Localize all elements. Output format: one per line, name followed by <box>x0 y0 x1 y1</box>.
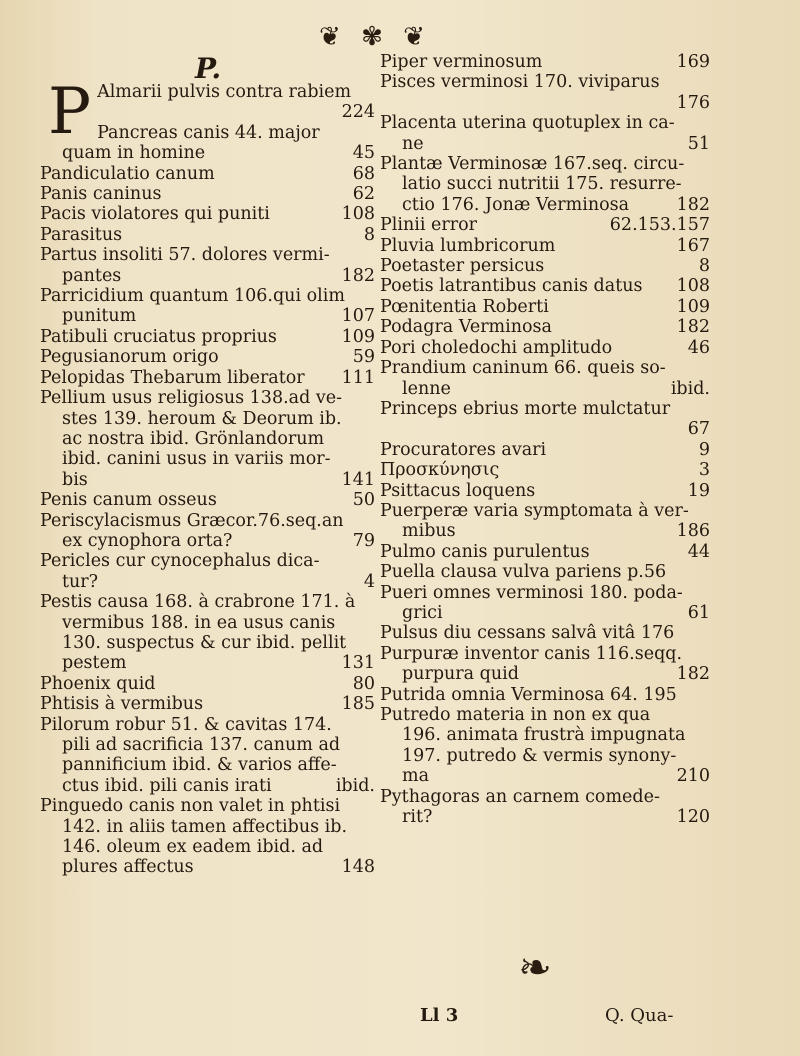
index-entry <box>40 245 375 286</box>
entry-text: Periscylacismus Græcor.76.seq.an <box>40 510 344 531</box>
entry-line <box>380 276 710 296</box>
entry-line <box>380 154 710 174</box>
entry-line <box>40 857 375 877</box>
entry-text: ex cynophora orta? <box>62 530 233 551</box>
index-entry <box>40 347 375 367</box>
entry-line <box>380 419 710 439</box>
index-entry <box>380 215 710 235</box>
index-entry <box>40 164 375 184</box>
entry-line <box>40 225 375 245</box>
entry-line <box>40 755 375 775</box>
index-entry <box>380 358 710 399</box>
page-reference: 68 <box>352 163 375 184</box>
entry-line <box>380 664 710 684</box>
entry-line <box>40 306 375 326</box>
page-reference: 19 <box>687 480 710 501</box>
entry-text: pili ad sacrificia 137. canum ad <box>62 735 341 755</box>
page-reference: 4 <box>363 571 375 592</box>
entry-text: vermibus 188. in ea usus canis <box>62 612 336 633</box>
entry-text: Pulmo canis purulentus <box>380 541 590 562</box>
entry-text: Psittacus loquens <box>380 480 536 501</box>
page-reference: 45 <box>352 143 375 164</box>
entry-text: Pueri omnes verminosi 180. poda- <box>380 582 683 603</box>
entry-line <box>380 399 710 419</box>
entry-line <box>40 143 375 163</box>
entry-line <box>40 449 375 469</box>
page-reference: 185 <box>341 694 375 715</box>
index-column-left <box>40 75 375 878</box>
entry-text: Partus insoliti 57. dolores vermi- <box>40 245 330 266</box>
index-entry <box>380 644 710 685</box>
entry-line <box>380 358 710 378</box>
entry-line <box>40 164 375 184</box>
index-entry <box>380 113 710 154</box>
entry-text: Pilorum robur 51. & cavitas 174. <box>40 714 332 735</box>
entry-line <box>40 102 375 122</box>
index-entry <box>40 674 375 694</box>
index-column-right <box>380 52 710 827</box>
entry-line <box>40 490 375 510</box>
entry-line <box>380 93 710 113</box>
header-ornament: ❦ ✾ ❦ <box>319 22 431 52</box>
entry-text: Purpuræ inventor canis 116.seqq. <box>380 643 683 664</box>
entry-text: latio succi nutritii 175. resurre- <box>402 174 682 195</box>
index-entry <box>380 256 710 276</box>
index-entry <box>380 338 710 358</box>
index-entry <box>380 276 710 296</box>
index-entry <box>40 184 375 204</box>
index-entry <box>380 562 710 582</box>
entry-line <box>380 501 710 521</box>
entry-line <box>380 460 710 480</box>
entry-line <box>380 623 710 643</box>
index-entry <box>40 368 375 388</box>
index-entry <box>380 297 710 317</box>
page-reference: 120 <box>676 807 710 828</box>
entry-line <box>40 613 375 633</box>
entry-line <box>40 409 375 429</box>
page-reference: 167 <box>676 235 710 256</box>
entry-text: rit? <box>402 807 433 828</box>
entry-line <box>40 531 375 551</box>
page-reference: 46 <box>687 337 710 358</box>
entry-line <box>40 694 375 714</box>
index-entry <box>40 511 375 552</box>
entry-text: Pœnitentia Roberti <box>380 296 549 317</box>
entry-line <box>40 470 375 490</box>
entry-line <box>380 787 710 807</box>
index-entry <box>40 388 375 490</box>
entry-text: Pori choledochi amplitudo <box>380 337 613 358</box>
entry-text: Placenta uterina quotuplex in ca- <box>380 113 675 134</box>
entry-line <box>380 174 710 194</box>
footer-ornament: ❧ <box>518 945 552 991</box>
index-entry <box>380 583 710 624</box>
entry-line <box>380 521 710 541</box>
index-entry <box>380 542 710 562</box>
entry-text: ac nostra ibid. Grönlandorum <box>62 428 325 449</box>
entry-line <box>380 705 710 725</box>
entry-text: Parasitus <box>40 224 123 245</box>
entry-text: Pandiculatio canum <box>40 163 215 184</box>
entry-text: 142. in aliis tamen affectibus ib. <box>62 816 348 837</box>
entry-line <box>40 388 375 408</box>
page-reference: 67 <box>687 419 710 440</box>
index-entry <box>380 787 710 828</box>
entry-line <box>40 817 375 837</box>
entry-text: Pythagoras an carnem comede- <box>380 786 660 807</box>
entry-line <box>380 725 710 745</box>
page-reference: 182 <box>676 194 710 215</box>
index-entry <box>40 592 375 674</box>
page-reference: 3 <box>698 460 710 481</box>
entry-line <box>40 204 375 224</box>
index-entry <box>380 685 710 705</box>
entry-line <box>40 347 375 367</box>
entry-line <box>40 286 375 306</box>
page-reference: 224 <box>341 102 375 123</box>
page-reference: 62.153.157 <box>609 215 710 236</box>
index-entry <box>40 796 375 878</box>
entry-text: ne <box>402 133 424 154</box>
entry-line <box>40 245 375 265</box>
entry-line <box>380 113 710 133</box>
entry-text: Pinguedo canis non valet in phtisi <box>40 796 341 817</box>
entry-line <box>380 542 710 562</box>
index-entry <box>380 399 710 440</box>
section-letter: P. <box>195 52 222 85</box>
entry-text: Plinii error <box>380 215 477 236</box>
entry-line <box>40 184 375 204</box>
entry-text: Pestis causa 168. à crabrone 171. à <box>40 592 356 613</box>
index-entry <box>380 154 710 215</box>
drop-cap: P <box>48 75 92 149</box>
entry-line <box>380 215 710 235</box>
entry-text: Patibuli cruciatus proprius <box>40 326 277 347</box>
index-entry <box>380 705 710 787</box>
entry-line <box>40 266 375 286</box>
index-entry <box>40 327 375 347</box>
entry-line <box>380 603 710 623</box>
entry-text: Phoenix quid <box>40 673 156 694</box>
index-entry <box>40 715 375 797</box>
catchword: Q. Qua- <box>605 1005 674 1026</box>
page-reference: 141 <box>341 469 375 490</box>
page-reference: 62 <box>352 184 375 205</box>
entry-line <box>380 481 710 501</box>
entry-line <box>40 633 375 653</box>
index-entry <box>380 460 710 480</box>
page-reference: 79 <box>352 530 375 551</box>
entry-text: quam in homine <box>62 143 206 164</box>
entry-line <box>40 123 375 143</box>
index-entry <box>40 204 375 224</box>
entry-line <box>40 653 375 673</box>
signature-mark: Ll 3 <box>420 1005 459 1026</box>
entry-text: purpura quid <box>402 664 519 685</box>
entry-line <box>380 195 710 215</box>
page-reference: 109 <box>341 326 375 347</box>
entry-text: Almarii pulvis contra rabiem <box>97 82 352 102</box>
entry-text: Panis caninus <box>40 184 162 205</box>
entry-text: ctio 176. Jonæ Verminosa <box>402 194 630 215</box>
entry-line <box>40 429 375 449</box>
entry-text: Piper verminosum <box>380 52 543 72</box>
page-reference: 61 <box>687 602 710 623</box>
entry-text: Pegusianorum origo <box>40 347 219 368</box>
entry-text: Pluvia lumbricorum <box>380 235 556 256</box>
entry-line <box>40 572 375 592</box>
entry-text: 130. suspectus & cur ibid. pellit <box>62 632 347 653</box>
entry-line <box>40 796 375 816</box>
entry-line <box>40 551 375 571</box>
page-reference: 50 <box>352 490 375 511</box>
entry-line <box>40 837 375 857</box>
entry-text: 146. oleum ex eadem ibid. ad <box>62 837 324 858</box>
index-entry <box>380 236 710 256</box>
entry-line <box>40 674 375 694</box>
entry-text: ibid. canini usus in variis mor- <box>62 449 331 470</box>
entry-line <box>40 776 375 796</box>
entry-text: Pulsus diu cessans salvâ vitâ 176 <box>380 623 675 644</box>
entry-text: Pellium usus religiosus 138.ad ve- <box>40 388 342 409</box>
entry-line <box>380 256 710 276</box>
entry-text: Pericles cur cynocephalus dica- <box>40 551 320 572</box>
index-entry <box>40 551 375 592</box>
page-reference: 51 <box>687 133 710 154</box>
entry-line <box>380 379 710 399</box>
entry-line <box>40 511 375 531</box>
page-reference: 80 <box>352 673 375 694</box>
entry-line <box>380 297 710 317</box>
entry-text: Puella clausa vulva pariens p.56 <box>380 562 667 583</box>
page-reference: 186 <box>676 521 710 542</box>
entry-text: stes 139. heroum & Deorum ib. <box>62 408 342 429</box>
page-reference: 176 <box>676 92 710 113</box>
page-reference: 169 <box>676 52 710 72</box>
entry-text: Putredo materia in non ex qua <box>380 705 651 725</box>
entry-text: Pisces verminosi 170. viviparus <box>380 72 660 93</box>
entry-line <box>40 592 375 612</box>
entry-text: mibus <box>402 521 456 542</box>
entry-text: Penis canum osseus <box>40 490 217 511</box>
entry-line <box>380 766 710 786</box>
entry-line <box>380 685 710 705</box>
entry-line <box>380 338 710 358</box>
entry-line <box>40 715 375 735</box>
index-entry <box>40 123 375 164</box>
page-reference: 210 <box>676 766 710 787</box>
entry-text: Putrida omnia Verminosa 64. 195 <box>380 684 677 705</box>
page-reference: 182 <box>676 317 710 338</box>
entry-line <box>380 236 710 256</box>
entry-text: Προσκύνησις <box>380 460 500 481</box>
entry-text: lenne <box>402 378 451 399</box>
entry-text: plures affectus <box>62 857 194 878</box>
index-entry <box>40 490 375 510</box>
entry-line <box>380 134 710 154</box>
page-reference: 182 <box>341 265 375 286</box>
entry-line <box>380 562 710 582</box>
entry-line <box>380 52 710 72</box>
entry-line <box>380 644 710 664</box>
entry-line <box>40 368 375 388</box>
entry-line <box>380 317 710 337</box>
page-reference: 8 <box>698 256 710 277</box>
entry-text: tur? <box>62 571 99 592</box>
index-entry <box>380 481 710 501</box>
entry-text: 196. animata frustrà impugnata <box>402 725 686 746</box>
entry-line <box>380 746 710 766</box>
entry-text: Poetaster persicus <box>380 256 545 277</box>
index-entry <box>380 72 710 113</box>
entry-text: Pancreas canis 44. major <box>97 122 320 143</box>
entry-text: Puerperæ varia symptomata à ver- <box>380 500 689 521</box>
page-reference: ibid. <box>335 775 375 796</box>
page-reference: 59 <box>352 347 375 368</box>
index-entry <box>40 225 375 245</box>
entry-text: bis <box>62 469 88 490</box>
entry-line <box>40 735 375 755</box>
page-reference: 131 <box>341 653 375 674</box>
entry-text: pannificium ibid. & varios affe- <box>62 755 337 776</box>
index-entry <box>380 52 710 72</box>
page-reference: 109 <box>676 296 710 317</box>
index-entry <box>380 501 710 542</box>
page-reference: 148 <box>341 857 375 878</box>
entry-text: ctus ibid. pili canis irati <box>62 775 272 796</box>
entry-text: ma <box>402 766 430 787</box>
page-reference: 9 <box>698 439 710 460</box>
page-reference: 107 <box>341 306 375 327</box>
page-reference: 8 <box>363 224 375 245</box>
entry-line <box>380 440 710 460</box>
index-entry <box>40 694 375 714</box>
entry-line <box>40 327 375 347</box>
entry-text: Pelopidas Thebarum liberator <box>40 367 305 388</box>
entry-text: Podagra Verminosa <box>380 317 552 338</box>
entry-line <box>380 807 710 827</box>
entry-line <box>380 583 710 603</box>
entry-text: Phtisis à vermibus <box>40 694 204 715</box>
page-reference: 108 <box>341 204 375 225</box>
entry-line <box>380 72 710 92</box>
page-reference: 182 <box>676 664 710 685</box>
index-entry <box>380 317 710 337</box>
page-reference: ibid. <box>670 378 710 399</box>
index-entry <box>380 440 710 460</box>
entry-text: 197. putredo & vermis synony- <box>402 745 677 766</box>
page-reference: 111 <box>341 367 375 388</box>
index-entry <box>380 623 710 643</box>
entry-text: Pacis violatores qui puniti <box>40 204 270 225</box>
entry-text: Prandium caninum 66. queis so- <box>380 358 666 379</box>
entry-text: Poetis latrantibus canis datus <box>380 276 643 297</box>
entry-text: pestem <box>62 653 127 674</box>
page-reference: 108 <box>676 276 710 297</box>
page-reference: 44 <box>687 541 710 562</box>
entry-line <box>40 82 375 102</box>
index-entry <box>40 286 375 327</box>
entry-text: pantes <box>62 265 122 286</box>
entry-text: Princeps ebrius morte mulctatur <box>380 398 671 419</box>
entry-text: Parricidium quantum 106.qui olim <box>40 286 345 307</box>
entry-text: grici <box>402 602 443 623</box>
entry-text: punitum <box>62 306 137 327</box>
entry-text: Procuratores avari <box>380 439 547 460</box>
entry-text: Plantæ Verminosæ 167.seq. circu- <box>380 154 685 175</box>
